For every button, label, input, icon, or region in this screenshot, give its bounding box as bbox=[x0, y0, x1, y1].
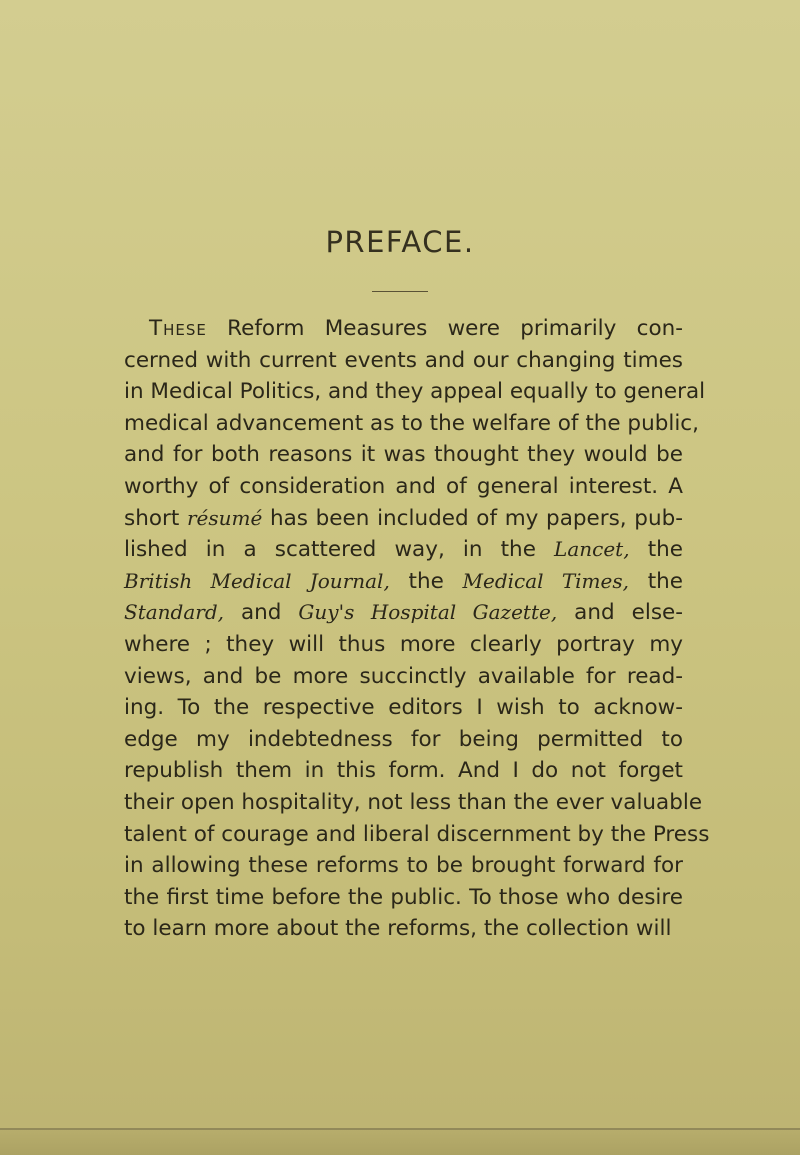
text-run: has been included of my papers, pub- bbox=[262, 505, 683, 531]
text-line bbox=[124, 376, 706, 408]
text-run: the bbox=[629, 537, 683, 563]
text-run: republish them in this form. And I do not forget bbox=[124, 758, 683, 784]
italic-journal-title: Lancet, bbox=[554, 537, 630, 562]
title-divider bbox=[372, 291, 428, 292]
text-line bbox=[124, 850, 683, 882]
text-run: the bbox=[389, 568, 463, 594]
text-run: in Medical Politics, and they appeal equally to general bbox=[124, 379, 706, 405]
text-run: cerned with current events and our changing times bbox=[124, 347, 683, 373]
text-run: to learn more about the reforms, the collection will bbox=[124, 916, 672, 942]
text-line bbox=[124, 534, 683, 566]
text-run: their open hospitality, not less than the ever valuable bbox=[124, 789, 703, 815]
text-run: where ; they will thus more clearly portray my bbox=[124, 631, 683, 657]
text-run: and bbox=[224, 600, 299, 626]
text-line bbox=[124, 345, 683, 377]
text-line bbox=[124, 597, 683, 629]
text-line bbox=[124, 471, 683, 503]
text-run: worthy of consideration and of general interest. A bbox=[124, 473, 683, 499]
italic-journal-title: Medical Times, bbox=[462, 568, 629, 593]
text-line bbox=[124, 913, 683, 945]
text-line bbox=[124, 313, 683, 345]
text-line bbox=[124, 408, 699, 440]
text-line bbox=[124, 629, 683, 661]
text-line bbox=[124, 787, 703, 819]
italic-journal-title: Guy's Hospital Gazette, bbox=[298, 600, 558, 625]
text-line bbox=[124, 503, 683, 535]
text-line bbox=[124, 755, 683, 787]
text-run: ing. To the respective editors I wish to acknow- bbox=[124, 695, 683, 721]
text-line bbox=[124, 882, 683, 914]
italic-journal-title: Standard, bbox=[124, 600, 224, 625]
italic-term: résumé bbox=[186, 505, 263, 530]
text-line bbox=[124, 661, 683, 693]
text-line bbox=[124, 724, 683, 756]
text-run: in allowing these reforms to be brought forward for bbox=[124, 853, 683, 879]
text-run: the first time before the public. To those who desire bbox=[124, 884, 683, 910]
text-line bbox=[124, 439, 683, 471]
page-title: PREFACE. bbox=[325, 225, 475, 259]
text-run: medical advancement as to the welfare of the public, bbox=[124, 410, 699, 436]
preface-paragraph bbox=[124, 313, 710, 945]
text-line bbox=[124, 566, 683, 598]
text-run: short bbox=[124, 505, 187, 531]
text-run: edge my indebtedness for being permitted to bbox=[124, 726, 683, 752]
small-caps-lead: These bbox=[149, 316, 207, 341]
text-line bbox=[124, 819, 710, 851]
text-run: and for both reasons it was thought they would be bbox=[124, 442, 683, 468]
italic-journal-title: British Medical Journal, bbox=[124, 568, 390, 593]
text-run: talent of courage and liberal discernment by the Press bbox=[124, 821, 710, 847]
text-run: views, and be more succinctly available for read- bbox=[124, 663, 683, 689]
text-run: Reform Measures were primarily con- bbox=[206, 316, 683, 341]
page-bottom-shade bbox=[0, 1130, 800, 1155]
text-run: lished in a scattered way, in the bbox=[124, 537, 555, 563]
text-run: the bbox=[628, 568, 683, 594]
text-run: and else- bbox=[557, 600, 684, 626]
text-line bbox=[124, 692, 683, 724]
